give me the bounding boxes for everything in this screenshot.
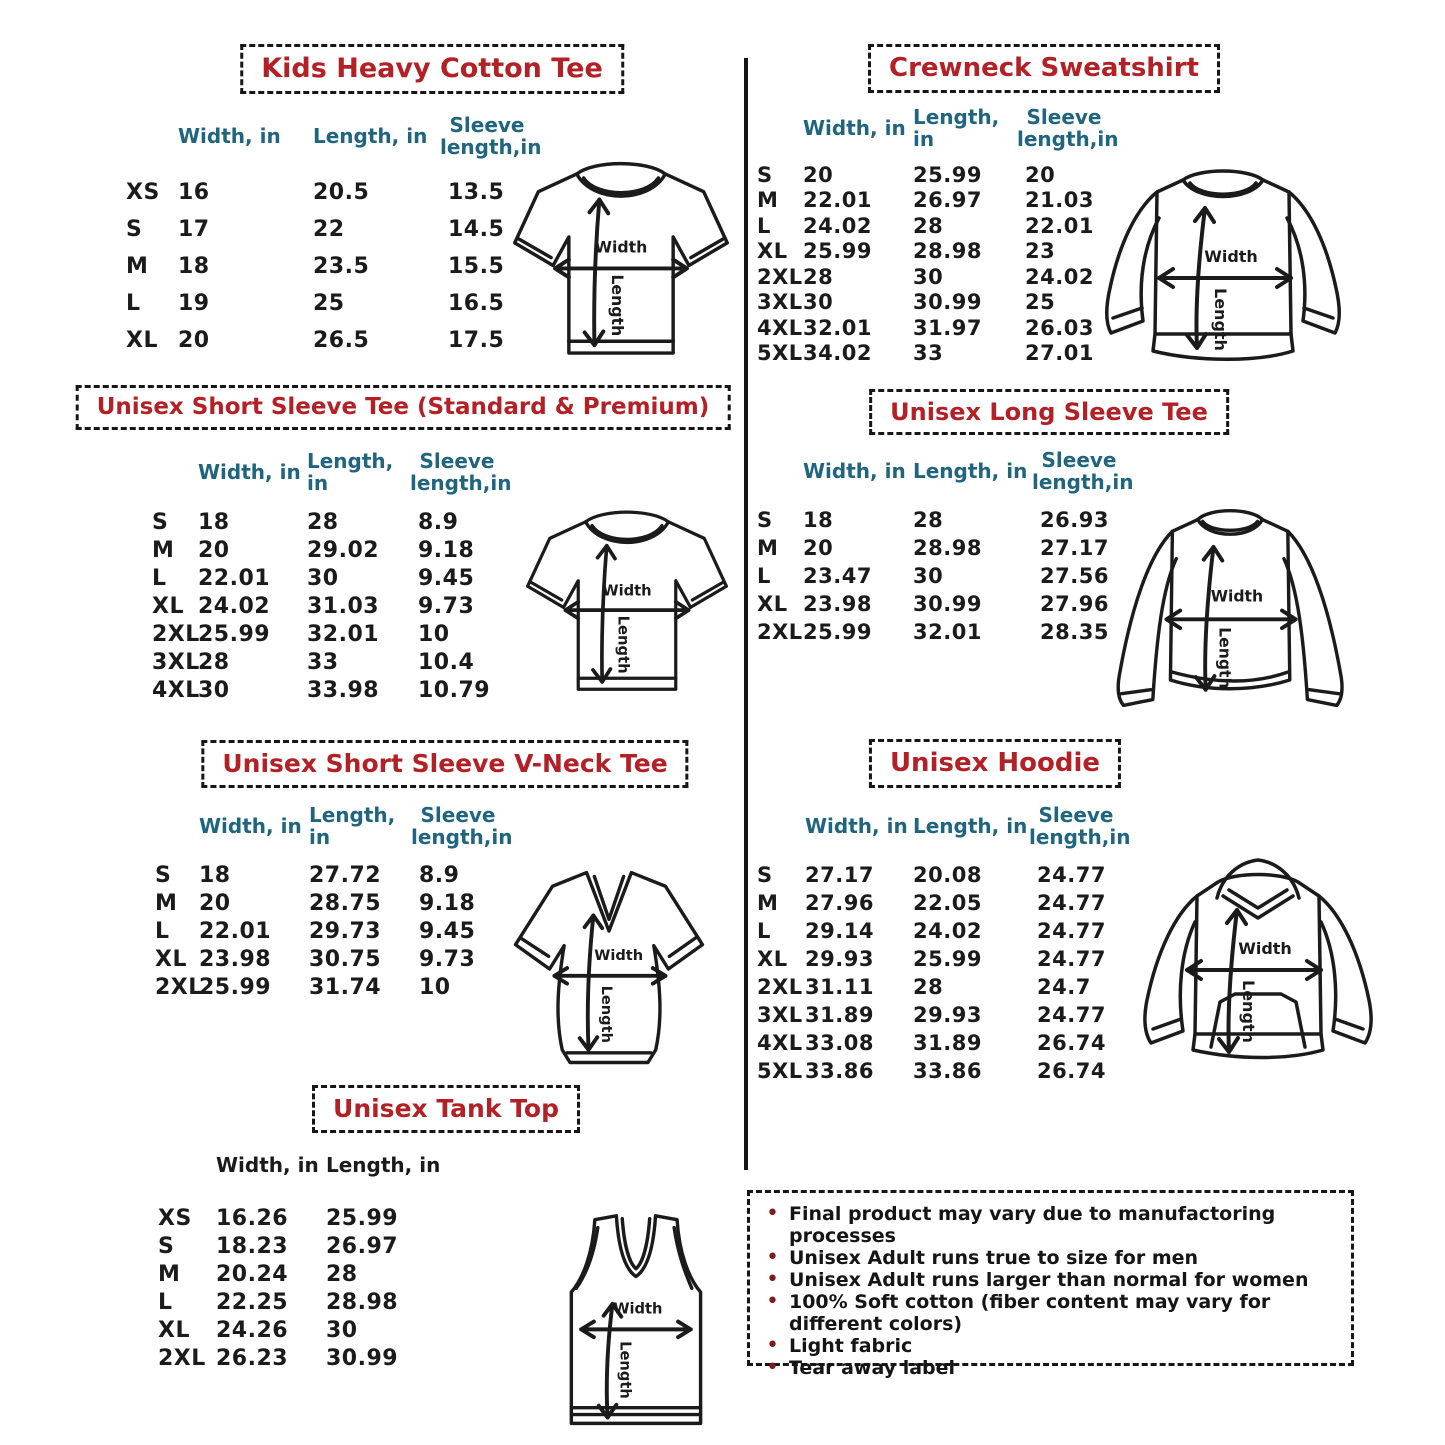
length-arrow-label: Length (598, 985, 616, 1043)
size-value: 14.5 (448, 217, 505, 242)
size-value: 20 (1025, 162, 1056, 187)
size-value: 27.96 (1040, 592, 1109, 616)
column-header-width: Width, in (216, 1153, 319, 1178)
size-value: 28.98 (913, 536, 982, 560)
size-value: 25.99 (803, 239, 872, 264)
tshirt-drawing (512, 497, 742, 715)
size-label: S (152, 509, 169, 535)
bullet-icon: • (766, 1267, 779, 1292)
size-label: S (757, 863, 773, 887)
size-label: 2XL (158, 1345, 206, 1371)
size-value: 22.05 (913, 891, 982, 915)
size-value: 27.56 (1040, 564, 1109, 588)
size-table-hoodie (757, 793, 1131, 1085)
size-value: 30 (913, 564, 944, 588)
size-label: XL (757, 239, 788, 264)
size-value: 33.86 (913, 1059, 982, 1083)
length-arrow-label: Length (608, 274, 628, 337)
size-label: M (126, 254, 149, 279)
notes-box (747, 1190, 1354, 1380)
size-table-crewneck (757, 96, 1119, 366)
size-value: 20 (178, 328, 210, 353)
size-table-tank (158, 1128, 456, 1372)
size-value: 25 (1025, 290, 1056, 315)
size-label: M (152, 537, 175, 563)
size-value: 25.99 (913, 947, 982, 971)
length-arrow-label: Length (616, 1341, 634, 1399)
size-value: 16 (178, 180, 210, 205)
size-value: 28 (307, 509, 339, 535)
size-value: 22.25 (216, 1289, 289, 1315)
width-arrow (1159, 269, 1291, 287)
sweatshirt-drawing (1093, 156, 1353, 381)
size-value: 29.93 (805, 947, 874, 971)
size-label: S (155, 862, 172, 888)
size-value: 13.5 (448, 180, 505, 205)
size-value: 28 (803, 264, 834, 289)
size-value: 28 (913, 213, 944, 238)
width-arrow (1187, 961, 1321, 979)
size-value: 31.89 (805, 1003, 874, 1027)
size-value: 24.02 (1025, 264, 1094, 289)
size-label: 5XL (757, 341, 803, 366)
vneck-band (594, 876, 623, 919)
size-value: 10.79 (418, 677, 491, 703)
size-value: 27.72 (309, 862, 382, 888)
width-arrow (554, 968, 665, 984)
size-value: 17 (178, 217, 210, 242)
size-value: 24.02 (913, 919, 982, 943)
size-value: 28 (198, 649, 230, 675)
size-label: 3XL (757, 290, 803, 315)
section-title-crewneck-sweatshirt: Crewneck Sweatshirt (868, 44, 1220, 93)
size-value: 24.77 (1037, 891, 1106, 915)
size-label: M (757, 188, 779, 213)
length-arrow (585, 200, 609, 346)
size-value: 23.98 (199, 946, 272, 972)
size-value: 9.45 (419, 918, 476, 944)
size-value: 26.74 (1037, 1059, 1106, 1083)
bullet-icon: • (766, 1355, 779, 1380)
size-value: 10 (418, 621, 450, 647)
size-value: 25.99 (326, 1205, 399, 1231)
size-label: XS (126, 180, 160, 205)
size-value: 18 (198, 509, 230, 535)
size-label: L (126, 291, 141, 316)
width-arrow-label: Width (613, 1300, 663, 1318)
tshirt-collar (586, 522, 669, 543)
column-header-length: Length, in (913, 105, 1000, 151)
size-value: 27.17 (805, 863, 874, 887)
size-value: 24.77 (1037, 1003, 1106, 1027)
size-value: 22.01 (198, 565, 271, 591)
tshirt-drawing (498, 148, 744, 380)
size-value: 28 (913, 975, 944, 999)
size-value: 8.9 (418, 509, 459, 535)
size-label: 4XL (757, 315, 803, 340)
size-value: 32.01 (913, 620, 982, 644)
size-value: 30.75 (309, 946, 382, 972)
size-value: 25 (313, 291, 345, 316)
column-header-sleeve: Sleeve length,in (1017, 105, 1119, 151)
size-value: 31.89 (913, 1031, 982, 1055)
size-table-long-sleeve (757, 438, 1134, 646)
column-header-length: Length, in (326, 1153, 441, 1178)
size-label: L (757, 564, 771, 588)
column-header-sleeve: Sleeve length,in (1032, 448, 1134, 494)
column-header-width: Width, in (803, 459, 906, 484)
size-value: 31.03 (307, 593, 380, 619)
vneck-drawing (496, 855, 720, 1084)
size-value: 20.24 (216, 1261, 289, 1287)
size-value: 21.03 (1025, 188, 1094, 213)
section-title-hoodie: Unisex Hoodie (869, 739, 1121, 788)
size-value: 22 (313, 217, 345, 242)
note-text: Light fabric (788, 1335, 913, 1357)
bullet-icon: • (766, 1245, 779, 1270)
size-label: XL (155, 946, 187, 972)
size-value: 10.4 (418, 649, 475, 675)
size-label: M (757, 536, 779, 560)
width-arrow (581, 1322, 691, 1338)
size-value: 30.99 (913, 290, 982, 315)
column-header-length: Length, in (307, 449, 394, 495)
note-text: Final product may vary due to manufactoring processes (788, 1203, 1276, 1247)
column-header-length: Length, in (309, 803, 396, 849)
size-value: 27.17 (1040, 536, 1109, 560)
size-label: S (757, 508, 773, 532)
column-header-sleeve: Sleeve length,in (1029, 803, 1131, 849)
size-value: 16.26 (216, 1205, 289, 1231)
size-value: 25.99 (913, 162, 982, 187)
size-value: 24.77 (1037, 947, 1106, 971)
bullet-icon: • (766, 1201, 779, 1226)
size-value: 18 (178, 254, 210, 279)
size-value: 22.01 (199, 918, 272, 944)
size-value: 16.5 (448, 291, 505, 316)
column-header-sleeve: Sleeve length,in (411, 803, 513, 849)
size-value: 20 (803, 536, 834, 560)
size-value: 32.01 (307, 621, 380, 647)
size-label: 5XL (757, 1059, 803, 1083)
length-arrow-label: Length (1215, 627, 1235, 689)
size-value: 26.97 (913, 188, 982, 213)
size-value: 8.9 (419, 862, 460, 888)
section-title-vneck-tee: Unisex Short Sleeve V-Neck Tee (201, 740, 688, 788)
size-value: 15.5 (448, 254, 505, 279)
tank-outline (571, 1216, 700, 1424)
size-table-kids-tee (126, 100, 548, 359)
note-item (766, 1247, 1335, 1269)
size-value: 29.73 (309, 918, 382, 944)
size-value: 29.02 (307, 537, 380, 563)
column-header-width: Width, in (805, 814, 908, 839)
size-value: 24.02 (198, 593, 271, 619)
size-label: 4XL (757, 1031, 803, 1055)
size-value: 22.01 (1025, 213, 1094, 238)
size-value: 30.99 (913, 592, 982, 616)
size-value: 26.03 (1025, 315, 1094, 340)
size-label: L (757, 919, 771, 943)
section-title-long-sleeve-tee: Unisex Long Sleeve Tee (869, 389, 1229, 435)
size-table-vneck (155, 793, 519, 1001)
column-header-length: Length, in (913, 814, 1028, 839)
length-arrow-label: Length (1211, 288, 1230, 351)
size-value: 29.14 (805, 919, 874, 943)
size-value: 28.75 (309, 890, 382, 916)
size-label: L (155, 918, 170, 944)
section-title-kids-heavy-cotton-tee: Kids Heavy Cotton Tee (240, 44, 624, 94)
size-value: 20 (198, 537, 230, 563)
size-value: 29.93 (913, 1003, 982, 1027)
size-label: XL (158, 1317, 190, 1343)
size-table-short-sleeve (152, 438, 518, 704)
tshirt-collar (577, 174, 666, 196)
size-value: 24.7 (1037, 975, 1091, 999)
width-arrow (1167, 611, 1296, 629)
size-value: 9.73 (419, 946, 476, 972)
size-value: 26.93 (1040, 508, 1109, 532)
size-label: L (158, 1289, 173, 1315)
size-value: 20 (199, 890, 231, 916)
size-value: 9.45 (418, 565, 475, 591)
size-value: 30 (307, 565, 339, 591)
size-value: 18 (803, 508, 834, 532)
size-label: L (757, 213, 771, 238)
tank-top-drawing (536, 1206, 732, 1441)
size-value: 24.02 (803, 213, 872, 238)
size-value: 18.23 (216, 1233, 289, 1259)
size-label: 2XL (152, 621, 200, 647)
size-value: 30 (198, 677, 230, 703)
size-value: 9.73 (418, 593, 475, 619)
size-value: 27.01 (1025, 341, 1094, 366)
length-arrow-label: Length (1239, 980, 1258, 1043)
size-value: 28.35 (1040, 620, 1109, 644)
size-label: L (152, 565, 167, 591)
size-value: 28.98 (326, 1289, 399, 1315)
size-value: 26.74 (1037, 1031, 1106, 1055)
size-value: 30.99 (326, 1345, 399, 1371)
width-arrow-label: Width (1210, 586, 1264, 606)
size-label: XL (757, 947, 788, 971)
size-label: XL (126, 328, 158, 353)
size-value: 9.18 (418, 537, 475, 563)
note-item (766, 1335, 1335, 1357)
size-value: 33 (307, 649, 339, 675)
size-value: 27.96 (805, 891, 874, 915)
size-label: 2XL (757, 620, 803, 644)
size-label: S (757, 162, 773, 187)
hoodie-right-sleeve (1319, 896, 1371, 1043)
size-value: 30 (326, 1317, 358, 1343)
width-arrow-label: Width (1238, 939, 1292, 958)
size-value: 33 (913, 341, 944, 366)
note-text: 100% Soft cotton (fiber content may vary for different colors) (788, 1291, 1271, 1335)
size-value: 26.97 (326, 1233, 399, 1259)
column-header-width: Width, in (178, 124, 281, 149)
size-label: 3XL (152, 649, 200, 675)
length-arrow-label: Length (614, 615, 632, 674)
note-item (766, 1203, 1335, 1247)
size-value: 18 (199, 862, 231, 888)
width-arrow-label: Width (602, 582, 652, 600)
width-arrow-label: Width (1204, 247, 1258, 266)
size-label: 4XL (152, 677, 200, 703)
section-title-tank-top: Unisex Tank Top (312, 1085, 580, 1133)
sweatshirt-left-sleeve (1107, 192, 1159, 333)
size-value: 28.98 (913, 239, 982, 264)
size-value: 17.5 (448, 328, 505, 353)
size-value: 34.02 (803, 341, 872, 366)
column-header-sleeve: Sleeve length,in (440, 113, 542, 159)
size-value: 25.99 (198, 621, 271, 647)
size-value: 31.97 (913, 315, 982, 340)
size-label: S (158, 1233, 175, 1259)
tank-hem (571, 1408, 700, 1415)
size-value: 26.23 (216, 1345, 289, 1371)
size-value: 31.74 (309, 974, 382, 1000)
size-value: 19 (178, 291, 210, 316)
size-value: 31.11 (805, 975, 874, 999)
size-value: 23.98 (803, 592, 872, 616)
size-value: 23.5 (313, 254, 370, 279)
size-value: 30 (803, 290, 834, 315)
size-value: 28 (913, 508, 944, 532)
size-label: M (155, 890, 178, 916)
size-label: S (126, 217, 143, 242)
note-text: Tear away label (788, 1357, 956, 1379)
size-value: 9.18 (419, 890, 476, 916)
size-value: 33.98 (307, 677, 380, 703)
size-value: 23 (1025, 239, 1056, 264)
size-value: 23.47 (803, 564, 872, 588)
size-value: 22.01 (803, 188, 872, 213)
hoodie-drawing (1122, 850, 1394, 1100)
note-text: Unisex Adult runs larger than normal for women (788, 1269, 1309, 1291)
long-sleeve-tee-drawing (1085, 498, 1385, 723)
size-label: XL (152, 593, 184, 619)
size-label: 2XL (757, 975, 803, 999)
size-label: XL (757, 592, 788, 616)
note-item (766, 1357, 1335, 1379)
size-value: 20.5 (313, 180, 370, 205)
column-divider (744, 58, 748, 1170)
size-label: XS (158, 1205, 192, 1231)
section-title-unisex-short-sleeve-tee: Unisex Short Sleeve Tee (Standard & Premium) (76, 385, 731, 430)
size-label: M (757, 891, 779, 915)
size-value: 10 (419, 974, 451, 1000)
size-value: 25.99 (199, 974, 272, 1000)
size-value: 28 (326, 1261, 358, 1287)
size-value: 33.08 (805, 1031, 874, 1055)
size-value: 25.99 (803, 620, 872, 644)
size-value: 30 (913, 264, 944, 289)
size-label: 2XL (155, 974, 203, 1000)
bullet-icon: • (766, 1289, 779, 1314)
column-header-length: Length, in (313, 124, 428, 149)
column-header-length: Length, in (913, 459, 1028, 484)
sweatshirt-right-sleeve (1287, 192, 1339, 333)
longsleeve-collar (1198, 520, 1263, 535)
size-label: 2XL (757, 264, 803, 289)
column-header-width: Width, in (803, 116, 906, 141)
column-header-width: Width, in (198, 460, 301, 485)
note-text: Unisex Adult runs true to size for men (788, 1247, 1199, 1269)
size-value: 26.5 (313, 328, 370, 353)
column-header-width: Width, in (199, 814, 302, 839)
size-label: M (158, 1261, 181, 1287)
width-arrow-label: Width (594, 947, 644, 965)
length-arrow (593, 546, 615, 682)
size-value: 24.77 (1037, 919, 1106, 943)
hoodie-hood (1217, 860, 1299, 918)
size-label: 3XL (757, 1003, 803, 1027)
note-item (766, 1269, 1335, 1291)
size-value: 33.86 (805, 1059, 874, 1083)
size-value: 20 (803, 162, 834, 187)
note-item (766, 1291, 1335, 1335)
column-header-sleeve: Sleeve length,in (410, 449, 512, 495)
width-arrow-label: Width (594, 237, 648, 257)
sweatshirt-collar (1183, 180, 1263, 197)
size-value: 24.77 (1037, 863, 1106, 887)
size-value: 24.26 (216, 1317, 289, 1343)
bullet-icon: • (766, 1333, 779, 1358)
size-value: 32.01 (803, 315, 872, 340)
size-value: 20.08 (913, 863, 982, 887)
